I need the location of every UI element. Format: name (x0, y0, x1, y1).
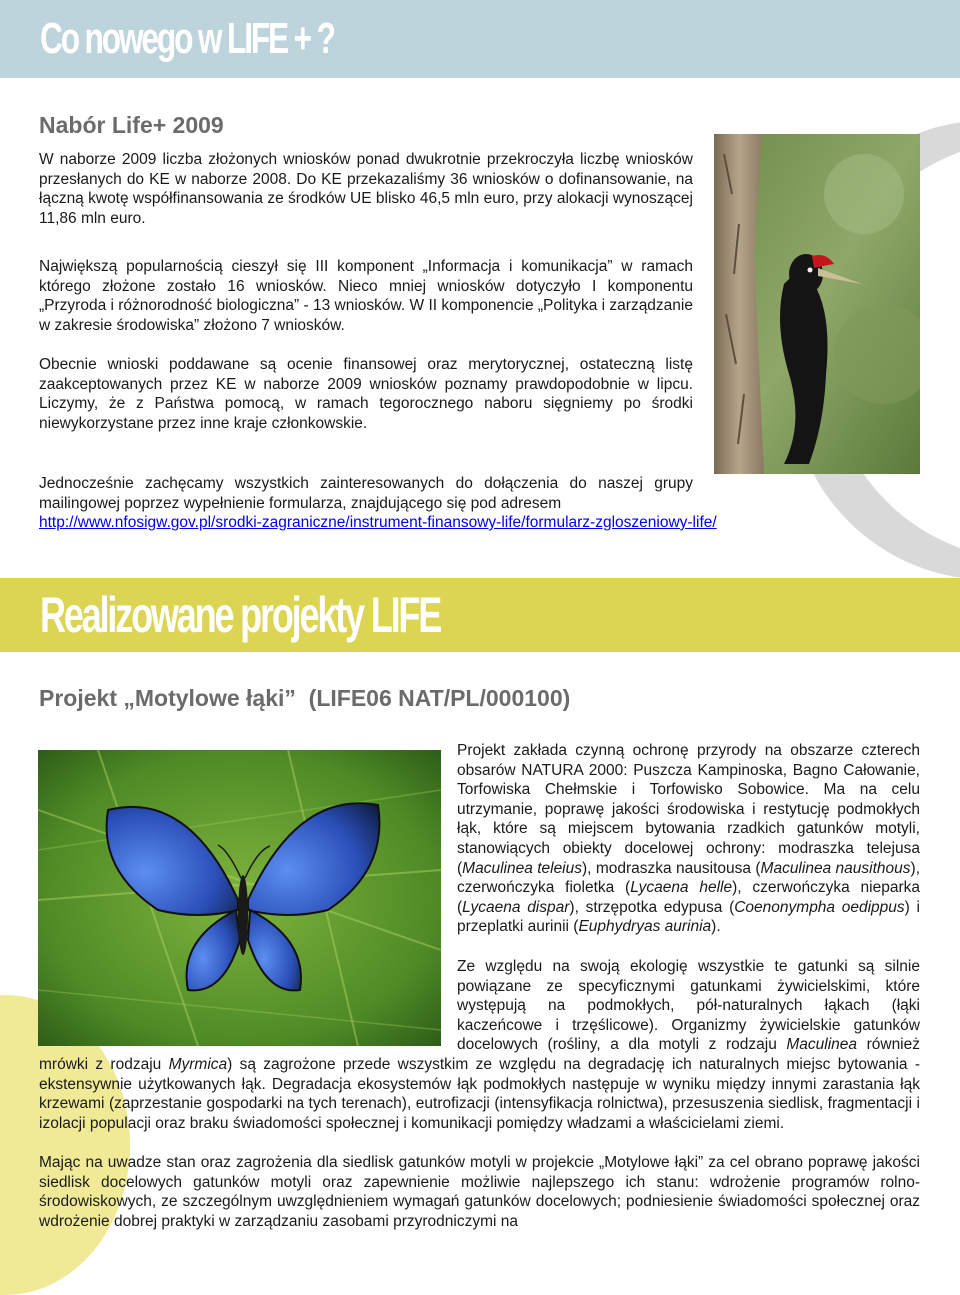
paragraph-project-3: Mając na uwadze stan oraz zagrożenia dla siedlisk gatunków motyli w projekcie „Motylowe łąki” za cel obrano poprawę jakości siedlisk docelowych gatunków motyli oraz zapewnienie możliwie najlepszego ich stanu: wdrożenie programów rolno-środowiskowych, ze szczególnym uwzględnieniem wymagań gatunków docelowych; podniesienie świadomości społecznej oraz wdrożenie dobrej praktyki w zarządzaniu zasobami przyrodniczymi na (39, 1154, 920, 1231)
image-spacer (39, 741, 457, 1037)
header-band (0, 0, 960, 78)
paragraph-nabor-2: Największą popularnością cieszył się III komponent „Informacja i komunikacja” w ramach którego złożone zostało 16 wniosków. Nieco mniej wniosków dotyczyło I komponentu „Przyroda i różnorodność biologiczna” - 13 wniosków. W II komponencie „Polityka i zarządzanie w zakresie środowiska” złożono 7 wniosków. (39, 258, 693, 334)
paragraph-mailing: Jednocześnie zachęcamy wszystkich zainteresowanych do dołączenia do naszej grupy mailingowej poprzez wypełnienie formularza, znajdującego się pod adresem (39, 475, 693, 512)
project-text-block (39, 741, 920, 1232)
paragraph-project-1: Projekt zakłada czynną ochronę przyrody na obszarze czterech obsarów NATURA 2000: Puszcza Kampinoska, Bagno Całowanie, Torfowiska Chełmskie i Torfowisko Sobowice. Ma na celu utrzymanie, poprawę jakości środowiska i restytucję podmokłych łąk, które są miejscem bytowania rzadkich gatunków motyli, stanowiących obiekty docelowej ochrony: modraszka telejusa (Maculinea teleius), modraszka nausitousa (Maculinea nausithous), czerwończyka fioletka (Lycaena helle), czerwończyka nieparka (Lycaena dispar), strzępotka edypusa (Coenonympha oedippus) i przeplatki aurinii (Euphydryas aurinia). (457, 742, 920, 936)
section-heading-nabor: Nabór Life+ 2009 (39, 112, 224, 138)
paragraph-nabor-1: W naborze 2009 liczba złożonych wniosków ponad dwukrotnie przekroczyła liczbę wniosków przesłanych do KE w naborze 2008. Do KE przekazaliśmy 36 wniosków o dofinansowanie, na łączną kwotę współfinansowania ze środków UE blisko 46,5 mln euro, przy alokacji wynoszącej 11,86 mln euro. (39, 151, 693, 227)
project-heading: Projekt „Motylowe łąki” (LIFE06 NAT/PL/000100) (39, 685, 571, 711)
section-banner-title: Realizowane projekty LIFE (40, 587, 441, 643)
form-link[interactable]: http://www.nfosigw.gov.pl/srodki-zagraniczne/instrument-finansowy-life/formularz-zgloszeniowy-life/ (39, 514, 717, 531)
paragraph-project-2: Ze względu na swoją ekologię wszystkie te gatunki są silnie powiązane ze specyficznymi gatunkami żywicielskimi, które występują na podmokłych, pół-naturalnych łąkach (łąki kaczeńcowe i trzęślicowe). Organizmy żywicielskie gatunków docelowych (rośliny, a dla motyli z rodzaju Maculinea również mrówki z rodzaju Myrmica) są zagrożone przede wszystkim ze względu na degradację ich naturalnych miejsc bytowania - ekstensywnie użytkowanych łąk. Degradacja ekosystemów łąk podmokłych następuje w wyniku między innymi zarastania łąk krzewami (zaprzestanie gospodarki na tych terenach), eutrofizacji (intensyfikacja rolnictwa), przesuszenia siedlisk, fragmentacji i izolacji populacji oraz braku świadomości społecznej i komunikacji pomiędzy władzami a właścicielami ziemi. (39, 957, 920, 1132)
woodpecker-illustration (714, 134, 920, 474)
header-title: Co nowego w LIFE + ? (40, 14, 334, 63)
woodpecker-photo (714, 134, 920, 474)
paragraph-nabor-3: Obecnie wnioski poddawane są ocenie finansowej oraz merytorycznej, ostateczną listę zaakceptowanych przez KE w naborze 2009 wniosków poznamy prawdopodobnie w lipcu. Liczymy, że z Państwa pomocą, w ramach tegorocznego naboru sięgniemy po środki niewykorzystane przez inne kraje członkowskie. (39, 356, 693, 432)
